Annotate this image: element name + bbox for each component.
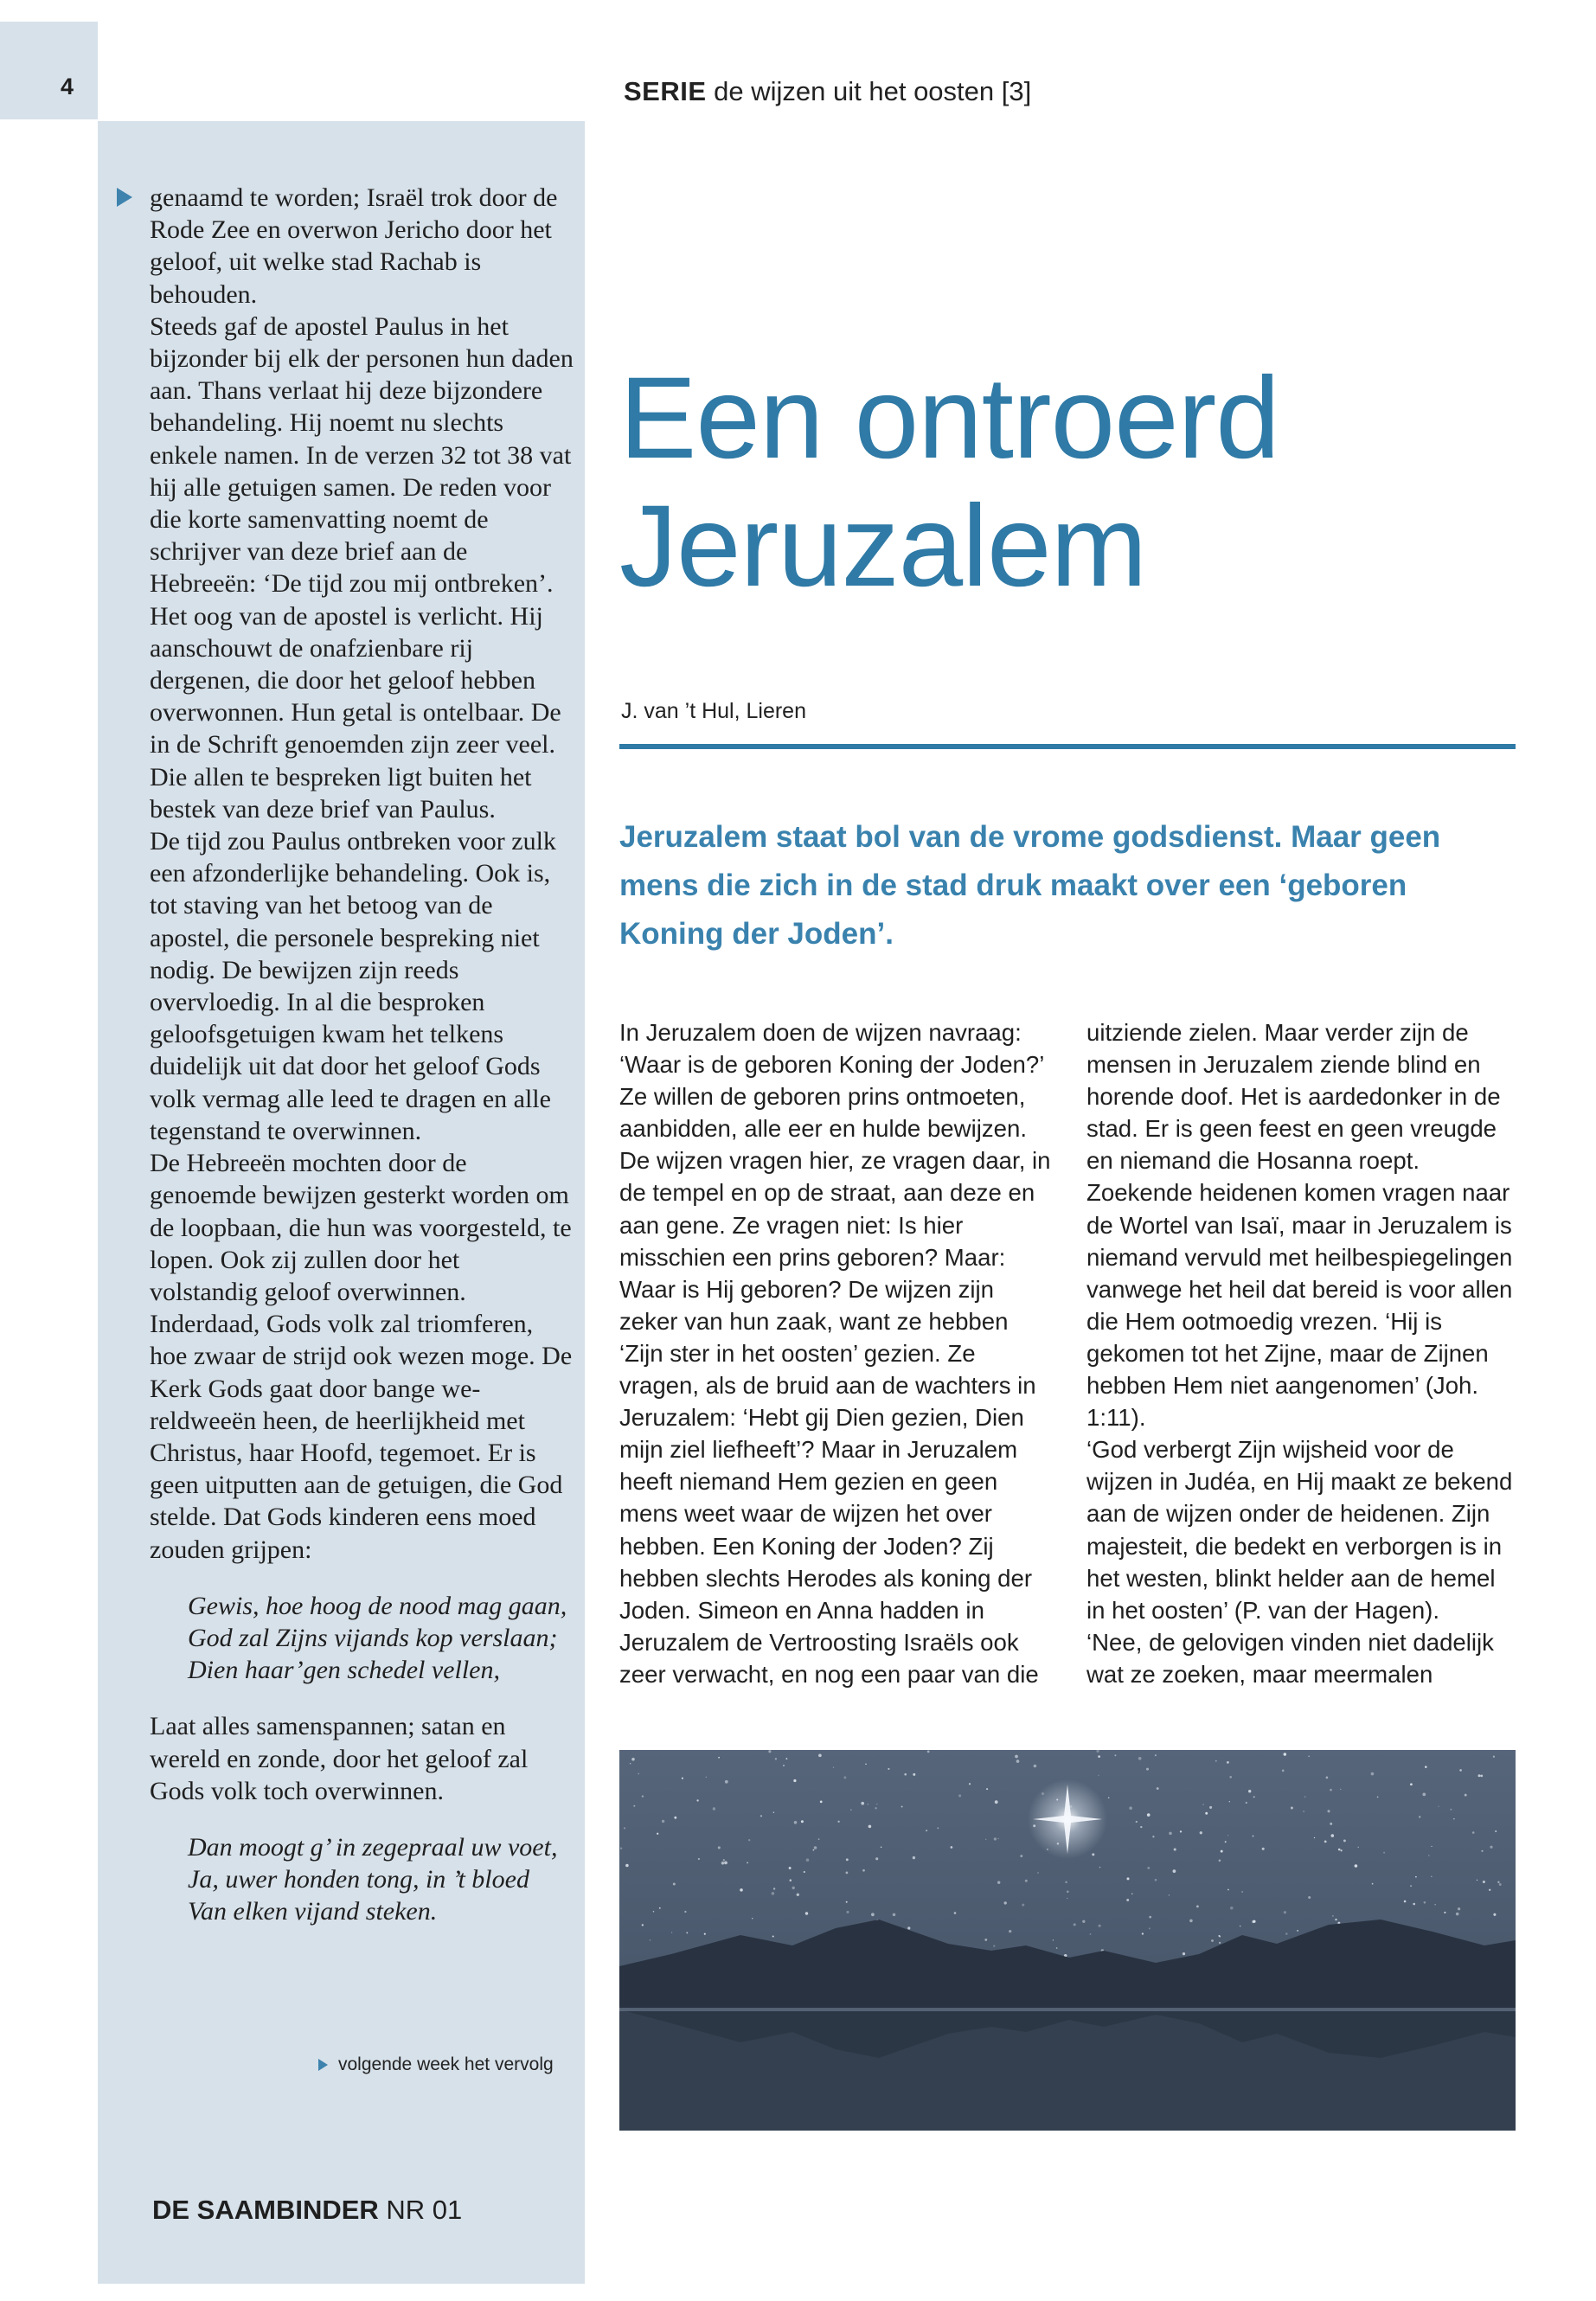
star-dot [785,1758,787,1759]
series-label: SERIE [624,76,707,106]
star-dot [1459,1769,1462,1772]
star-dot [1082,1920,1085,1923]
star-dot [1450,1809,1452,1811]
star-dot [768,1750,771,1753]
star-dot [1410,1885,1412,1887]
star-dot [1152,1836,1154,1837]
star-dot [1419,1816,1420,1817]
star-dot [1253,1836,1254,1837]
star-dot [1330,1789,1332,1791]
star-dot [783,1765,785,1766]
poem-line: God zal Zijns vijands kop verslaan; [188,1623,558,1652]
star-dot [993,1945,995,1946]
star-dot [1205,1812,1208,1815]
star-dot [1422,1793,1426,1797]
star-dot [1126,1899,1129,1901]
star-dot [994,1837,997,1840]
star-dot [1221,1850,1223,1853]
star-dot [814,1846,817,1849]
star-dot [659,1907,661,1909]
star-dot [1025,1880,1028,1882]
star-dot [1219,1936,1221,1938]
star-dot [1285,1932,1288,1935]
star-dot [833,1767,834,1768]
star-dot [1444,1912,1445,1913]
star-dot [686,1932,688,1934]
article-column-2 [1086,1016,1519,1690]
star-dot [1404,1900,1407,1903]
star-dot [1415,1876,1417,1878]
star-dot [698,1858,700,1860]
star-dot [1343,1839,1346,1842]
star-dot [1431,1846,1432,1847]
star-dot [837,1821,839,1823]
star-dot [1065,1881,1067,1883]
star-dot [1108,1797,1110,1798]
star-dot [1493,1913,1496,1916]
star-dot [875,1807,876,1809]
column-paragraph: ‘Nee, de gelovigen vinden niet dadelijk wat ze zoeken, maar meermalen [1086,1628,1494,1688]
star-dot [1241,1891,1243,1893]
star-dot [1262,1848,1265,1850]
sidebar-text [150,182,574,1952]
star-dot [1037,1872,1038,1873]
star-dot [1020,1855,1022,1857]
title-line: Een ontroerd [619,354,1279,483]
star-dot [958,1794,961,1797]
star-dot [1169,1832,1172,1836]
star-dot [1456,1913,1459,1916]
star-dot [721,1862,725,1865]
star-dot [1098,1755,1100,1758]
star-dot [969,1783,971,1785]
sidebar-paragraph: genaamd te worden; Israël trok door de Rode Zee en overwon Jericho door het geloof, uit welke stad Rachab is behouden. [150,183,558,309]
star-dot [801,1820,804,1823]
star-dot [1303,1811,1304,1812]
star-dot [1227,1889,1229,1891]
star-dot [1015,1755,1018,1759]
star-dot [1227,1761,1229,1764]
star-dot [998,1838,999,1839]
star-dot [1308,1896,1311,1899]
star-dot [1157,1787,1159,1790]
star-dot [997,1881,1000,1884]
star-dot [1371,1772,1375,1776]
star-dot [1155,1879,1157,1881]
star-dot [806,1858,810,1862]
star-dot [820,1801,823,1804]
star-dot [706,1777,708,1779]
star-dot [843,1776,846,1779]
star-dot [1067,1890,1069,1893]
star-dot [1140,1826,1142,1828]
star-dot [1211,1939,1214,1942]
star-dot [1225,1841,1227,1843]
star-dot [1003,1901,1006,1904]
star-dot [1189,1920,1193,1923]
footer [152,2195,462,2226]
star-dot [1297,1930,1298,1932]
poem-quote-1 [150,1590,574,1687]
star-dot [642,1795,644,1797]
star-dot [752,1918,753,1919]
star-dot [1284,1753,1287,1756]
star-dot [1074,1923,1076,1926]
star-dot [805,1912,808,1914]
star-dot [1098,1775,1099,1776]
star-dot [1092,1853,1094,1856]
star-dot [1053,1939,1054,1940]
star-dot [1284,1911,1286,1913]
star-dot [1465,1794,1467,1797]
star-dot [1219,1942,1221,1944]
page-number-box [0,22,98,119]
lead-paragraph: Jeruzalem staat bol van de vrome godsdienst. Maar geen mens die zich in de stad druk maakt over een ‘geboren Koning der Joden’. [619,820,1441,951]
poem-quote-2 [150,1831,574,1928]
title-rule [619,744,1516,749]
star-dot [865,1764,867,1766]
star-dot [1358,1847,1359,1848]
publication-name: DE SAAMBINDER [152,2195,379,2225]
star-dot [1340,1789,1341,1790]
star-dot [624,1827,625,1829]
star-dot [1425,1766,1427,1768]
star-dot [1146,1768,1149,1771]
star-dot [1129,1806,1132,1810]
star-dot [875,1857,878,1860]
star-dot [760,1815,762,1817]
star-dot [1355,1864,1358,1868]
star-dot [682,1778,683,1779]
star-dot [1377,1797,1379,1798]
star-dot [747,1862,748,1863]
star-dot [1126,1877,1129,1880]
sidebar-paragraph: Laat alles samenspannen; satan en wereld en zonde, door het geloof zal Gods volk toch overwinnen. [150,1712,529,1805]
star-dot [846,1858,849,1861]
star-dot [1332,1915,1334,1917]
star-dot [633,1805,635,1807]
star-dot [904,1773,907,1776]
running-head [624,76,1031,107]
star-dot [818,1838,820,1840]
star-dot [1142,1932,1144,1934]
star-dot [1314,1837,1315,1838]
star-dot [1410,1783,1413,1785]
star-dot [985,1839,986,1840]
star-dot [657,1833,658,1835]
star-dot [1383,1852,1385,1854]
star-dot [1183,1952,1185,1955]
poem-line: Gewis, hoe hoog de nood mag gaan, [188,1591,567,1620]
issue-number: NR 01 [386,2195,463,2225]
star-dot [984,1939,987,1941]
star-dot [718,1846,721,1849]
star-dot [1434,1904,1435,1905]
star-dot [995,1800,998,1804]
star-dot [951,1846,953,1849]
star-dot [789,1867,792,1869]
night-sky-photo [619,1750,1516,2131]
star-dot [794,1821,798,1824]
star-dot [1331,1834,1335,1837]
star-dot [846,1872,849,1875]
star-dot [1338,1849,1341,1851]
star-dot [1099,1925,1101,1927]
star-dot [1169,1894,1170,1895]
star-dot [954,1912,957,1914]
star-dot [1009,1930,1011,1932]
star-dot [650,1939,651,1940]
star-dot [1147,1867,1150,1869]
star-dot [1481,1850,1483,1852]
star-dot [662,1820,664,1823]
play-arrow-icon [318,2059,328,2071]
star-dot [1499,1883,1502,1886]
poem-line: Dan moogt g’ in zegepraal uw voet, [188,1832,558,1862]
star-dot [642,1924,644,1926]
star-dot [1230,1907,1234,1910]
star-dot [1149,1916,1151,1919]
byline: J. van ’t Hul, Lieren [621,699,806,723]
star-dot [1493,1756,1495,1758]
star-dot [1136,1821,1138,1823]
star-dot [1090,1933,1092,1935]
star-dot [1022,1904,1024,1907]
star-dot [1497,1881,1499,1883]
star-dot [748,1839,750,1841]
sidebar-paragraph: Inderdaad, Gods volk zal triomferen, hoe zwaar de strijd ook wezen moge. De Kerk Gods gaat door bange wereldweeën heen, de heerlijkheid met Christus, haar Hoofd, tegemoet. Er is geen uitputten aan de getuigen, die God stelde. Dat Gods kinderen eens moed zouden grijpen: [150,1310,573,1564]
star-dot [684,1911,686,1913]
star-dot [1202,1804,1204,1805]
star-dot [901,1806,903,1808]
sidebar-paragraph: De Hebreeën mochten door de genoemde bewijzen gesterkt worden om de loopbaan, die hun was voorgesteld, te lopen. Ook zij zullen door het volstandig geloof overwinnen. [150,1149,572,1306]
title-line: Jeruzalem [619,482,1147,611]
star-dot [813,1849,815,1851]
column-paragraph: ‘God verbergt Zijn wijsheid voor de wijzen in Judéa, en Hij maakt ze bekend aan de wijzen onder de heidenen. Zijn majesteit, die bedekt en verborgen is in het westen, blinkt helder aan de hemel in het oosten’ (P. van der Hagen). [1086,1436,1513,1624]
star-dot [1149,1927,1151,1929]
star-dot [1431,1876,1432,1877]
star-dot [718,1757,720,1759]
star-dot [1034,1765,1037,1768]
star-dot [869,1825,872,1829]
sidebar-paragraph: Steeds gaf de apostel Paulus in het bijzonder bij elk der personen hun daden aan. Thans verlaat hij deze bijzondere behandeling. Hij noemt nu slechts enkele namen. In de verzen 32 tot 38 vat hij alle getuigen samen. De reden voor die korte samenvatting noemt de schrijver van deze brief aan de Hebreeën: ‘De tijd zou mij ontbreken’. [150,311,574,599]
star-dot [846,1901,848,1903]
star-dot [772,1936,774,1938]
star-dot [927,1751,930,1753]
star-dot [793,1779,796,1782]
star-dot [1489,1889,1490,1891]
star-dot [1114,1754,1116,1756]
star-dot [773,1812,774,1813]
star-dot [638,1773,639,1775]
series-title: de wijzen uit het oosten [3] [714,76,1032,106]
star-over-mountains-illustration [619,1750,1516,2131]
star-dot [986,1788,988,1790]
poem-line: Dien haar’gen schedel vellen, [188,1656,500,1685]
poem-line: Van elken vijand steken. [188,1897,438,1926]
page-number: 4 [61,74,74,99]
star-dot [1324,1841,1327,1843]
star-dot [1326,1777,1329,1779]
star-dot [790,1879,792,1881]
star-dot [1174,1848,1176,1850]
star-dot [1453,1818,1454,1819]
star-dot [1340,1849,1342,1851]
star-dot [1173,1869,1176,1873]
star-dot [862,1869,865,1872]
star-dot [1480,1775,1483,1778]
star-dot [926,1830,927,1831]
star-dot [773,1888,775,1889]
star-dot [696,1799,698,1801]
star-dot [723,1859,725,1861]
star-dot [1282,1770,1285,1772]
sidebar-paragraph: De tijd zou Paulus ontbreken voor zulk een afzonderlijke behandeling. Ook is, tot staving van het betoog van de apostel, die personele bespreking niet nodig. De bewijzen zijn reeds overvloedig. In al die besproken geloofsgetuigen kwam het telkens duidelijk uit dat door het geloof Gods volk vermag alle leed te dragen en alle tegenstand te overwinnen. [150,827,556,1145]
star-dot [772,1892,775,1895]
star-dot [775,1758,777,1759]
star-dot [1304,1796,1306,1798]
next-week-label: volgende week het vervolg [338,2054,554,2074]
star-dot [1424,1901,1426,1904]
sidebar-paragraph: Het oog van de apostel is verlicht. Hij aanschouwt de onafzienbare rij dergenen, die door het geloof hebben overwonnen. Hun getal is ontelbaar. De in de Schrift genoemden zijn zeer veel. Die allen te bespreken ligt buiten het bestek van deze brief van Paulus. [150,601,561,824]
star-dot [804,1871,805,1873]
star-dot [625,1864,629,1868]
star-dot [653,1911,655,1913]
star-dot [797,1894,799,1896]
star-dot [907,1926,910,1929]
star-dot [1196,1906,1199,1908]
star-dot [1458,1907,1460,1910]
star-dot [1478,1774,1481,1777]
star-dot [1016,1759,1020,1763]
star-dot [1327,1810,1330,1812]
star-dot [1483,1881,1485,1883]
star-dot [1372,1883,1374,1885]
star-dot [1253,1796,1255,1798]
star-dot [1180,1830,1182,1832]
star-dot [713,1807,715,1810]
star-dot [1229,1776,1232,1779]
star-dot [913,1856,915,1859]
star-dot [630,1763,631,1764]
star-dot [1291,1807,1293,1810]
star-dot [913,1773,915,1776]
star-dot [1227,1835,1228,1836]
next-week-note [318,2054,554,2075]
star-dot [850,1809,851,1810]
star-dot [674,1817,676,1819]
star-dot [871,1913,875,1916]
star-dot [724,1862,727,1865]
star-dot [1219,1860,1221,1862]
star-dot [937,1827,939,1829]
star-dot [1155,1754,1157,1756]
star-dot [1490,1846,1492,1849]
star-dot [881,1847,882,1849]
continuation-arrow-icon [117,188,132,207]
star-dot [1428,1855,1430,1856]
star-dot [1099,1867,1100,1868]
star-dot [1335,1919,1336,1920]
star-dot [792,1887,794,1889]
column-paragraph: uitziende zielen. Maar verder zijn de mensen in Jeruzalem ziende blind en horende doof. Het is aardedonker in de stad. Er is geen feest en geen vreugde en niemand die Hosanna roept. Zoekende heidenen komen vragen naar de Wortel van Isaï, maar in Jeruzalem is niemand vervuld met heilbespiegelingen vanwege het heil dat bereid is voor allen die Hem ootmoedig vrezen. ‘Hij is gekomen tot het Zijne, maar de Zijnen hebben Hem niet aangenomen’ (Joh. 1:11). [1086,1019,1513,1432]
star-dot [620,1848,622,1849]
article-column-1: In Jeruzalem doen de wijzen navraag: ‘Waar is de geboren Koning der Joden?’ Ze willen de geboren prins ontmoeten, aanbidden, alle eer en hulde bewijzen. De wijzen vragen hier, ze vragen daar, in de tempel en op de straat, aan deze en aan gene. Ze vragen niet: Is hier misschien een prins geboren? Maar: Waar is Hij geboren? De wijzen zijn zeker van hun zaak, want ze hebben ‘Zijn ster in het oosten’ gezien. Ze vragen, als de bruid aan de wachters in Jeruzalem: ‘Hebt gij Dien gezien, Dien mijn ziel liefheeft’? Maar in Jeruzalem heeft niemand Hem gezien en geen mens weet waar de wijzen het over hebben. Een Koning der Joden? Zij hebben slechts Herodes als koning der Joden. Simeon en Anna hadden in Jeruzalem de Vertroosting Israëls ook zeer verwacht, en nog een paar van die [619,1019,1051,1688]
star-dot [1215,1760,1217,1762]
star-dot [631,1758,635,1761]
star-dot [1495,1830,1497,1832]
star-dot [1472,1831,1475,1834]
star-dot [1229,1801,1230,1802]
star-dot [818,1753,822,1757]
star-dot [1253,1920,1255,1923]
star-dot [725,1780,728,1784]
star-dot [846,1911,849,1913]
star-dot [1246,1802,1247,1804]
star-dot [704,1933,706,1935]
star-dot [1147,1813,1151,1817]
star-dot [1248,1790,1251,1792]
star-dot [893,1913,896,1917]
article-title [619,355,1279,611]
star-dot [861,1802,864,1805]
star-dot [740,1888,743,1892]
star-dot [1200,1831,1202,1834]
star-dot [1308,1756,1310,1758]
star-dot [1138,1757,1142,1760]
star-dot [1056,1947,1058,1949]
star-dot [1209,1806,1212,1809]
star-dot [1413,1903,1415,1906]
star-dot [888,1768,889,1770]
poem-line: Ja, uwer honden tong, in ’t bloed [188,1865,529,1894]
star-dot [673,1883,676,1886]
star-dot [1438,1806,1439,1807]
star-dot [1330,1823,1332,1825]
